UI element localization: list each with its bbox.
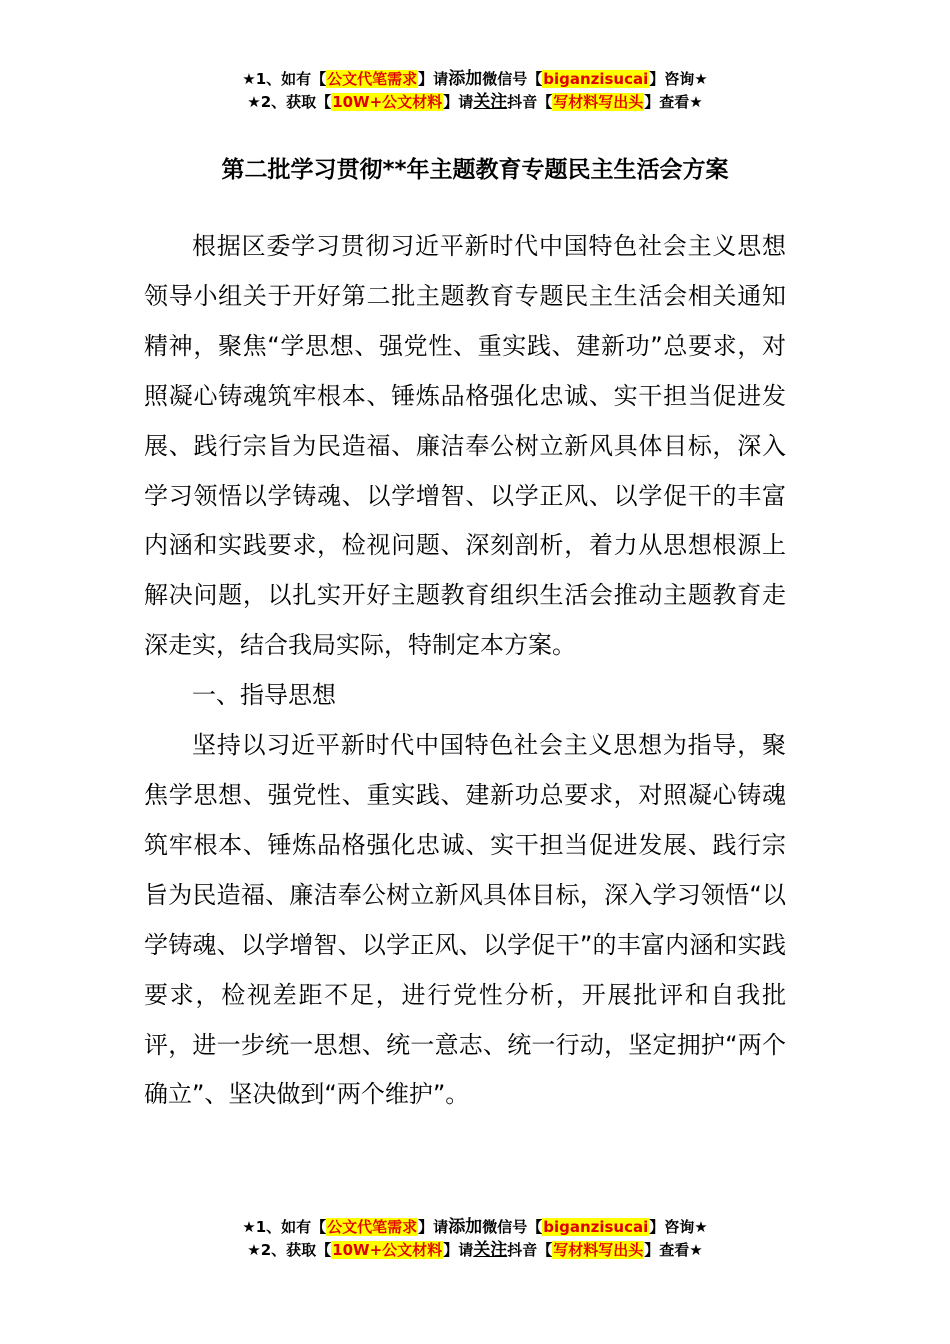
banner-line-2: ★2、获取【10W+公文材料】请关注抖音【写材料写出头】查看★: [247, 92, 703, 112]
highlight-wechat-id: biganzisucai: [543, 1218, 649, 1236]
guiding-ideology-paragraph: 坚持以习近平新时代中国特色社会主义思想为指导，聚焦学思想、强党性、重实践、建新功总要求，对照凝心铸魂筑牢根本、锤炼品格强化忠诚、实干担当促进发展、践行宗旨为民造福、廉洁奉公树立新风具体目标，深入学习领悟“以学铸魂、以学增智、以学正风、以学促干”的丰富内涵和实践要求，检视差距不足，进行党性分析，开展批评和自我批评，进一步统一思想、统一意志、统一行动，坚定拥护“两个确立”、坚决做到“两个维护”。: [144, 731, 786, 1109]
highlight-douyin-account: 写材料写出头: [553, 1241, 644, 1259]
highlight-wechat-id: biganzisucai: [543, 70, 649, 88]
banner-line-1: ★1、如有【公文代笔需求】请添加微信号【biganzisucai】咨询★: [242, 69, 708, 89]
document-body: [144, 222, 786, 1120]
section-heading-guiding-ideology: 一、指导思想: [192, 681, 336, 710]
highlight-materials: 10W+公文材料: [332, 93, 443, 111]
header-banner: [0, 68, 950, 114]
footer-banner: [0, 1216, 950, 1262]
highlight-service: 公文代笔需求: [327, 70, 418, 88]
highlight-materials: 10W+公文材料: [332, 1241, 443, 1259]
document-title: 第二批学习贯彻**年主题教育专题民主生活会方案: [221, 157, 729, 183]
banner-line-2: ★2、获取【10W+公文材料】请关注抖音【写材料写出头】查看★: [247, 1240, 703, 1260]
banner-line-1: ★1、如有【公文代笔需求】请添加微信号【biganzisucai】咨询★: [242, 1217, 708, 1237]
highlight-douyin-account: 写材料写出头: [553, 93, 644, 111]
highlight-service: 公文代笔需求: [327, 1218, 418, 1236]
intro-paragraph: 根据区委学习贯彻习近平新时代中国特色社会主义思想领导小组关于开好第二批主题教育专题民主生活会相关通知精神，聚焦“学思想、强党性、重实践、建新功”总要求，对照凝心铸魂筑牢根本、锤炼品格强化忠诚、实干担当促进发展、践行宗旨为民造福、廉洁奉公树立新风具体目标，深入学习领悟以学铸魂、以学增智、以学正风、以学促干的丰富内涵和实践要求，检视问题、深刻剖析，着力从思想根源上解决问题，以扎实开好主题教育组织生活会推动主题教育走深走实，结合我局实际，特制定本方案。: [144, 232, 786, 660]
